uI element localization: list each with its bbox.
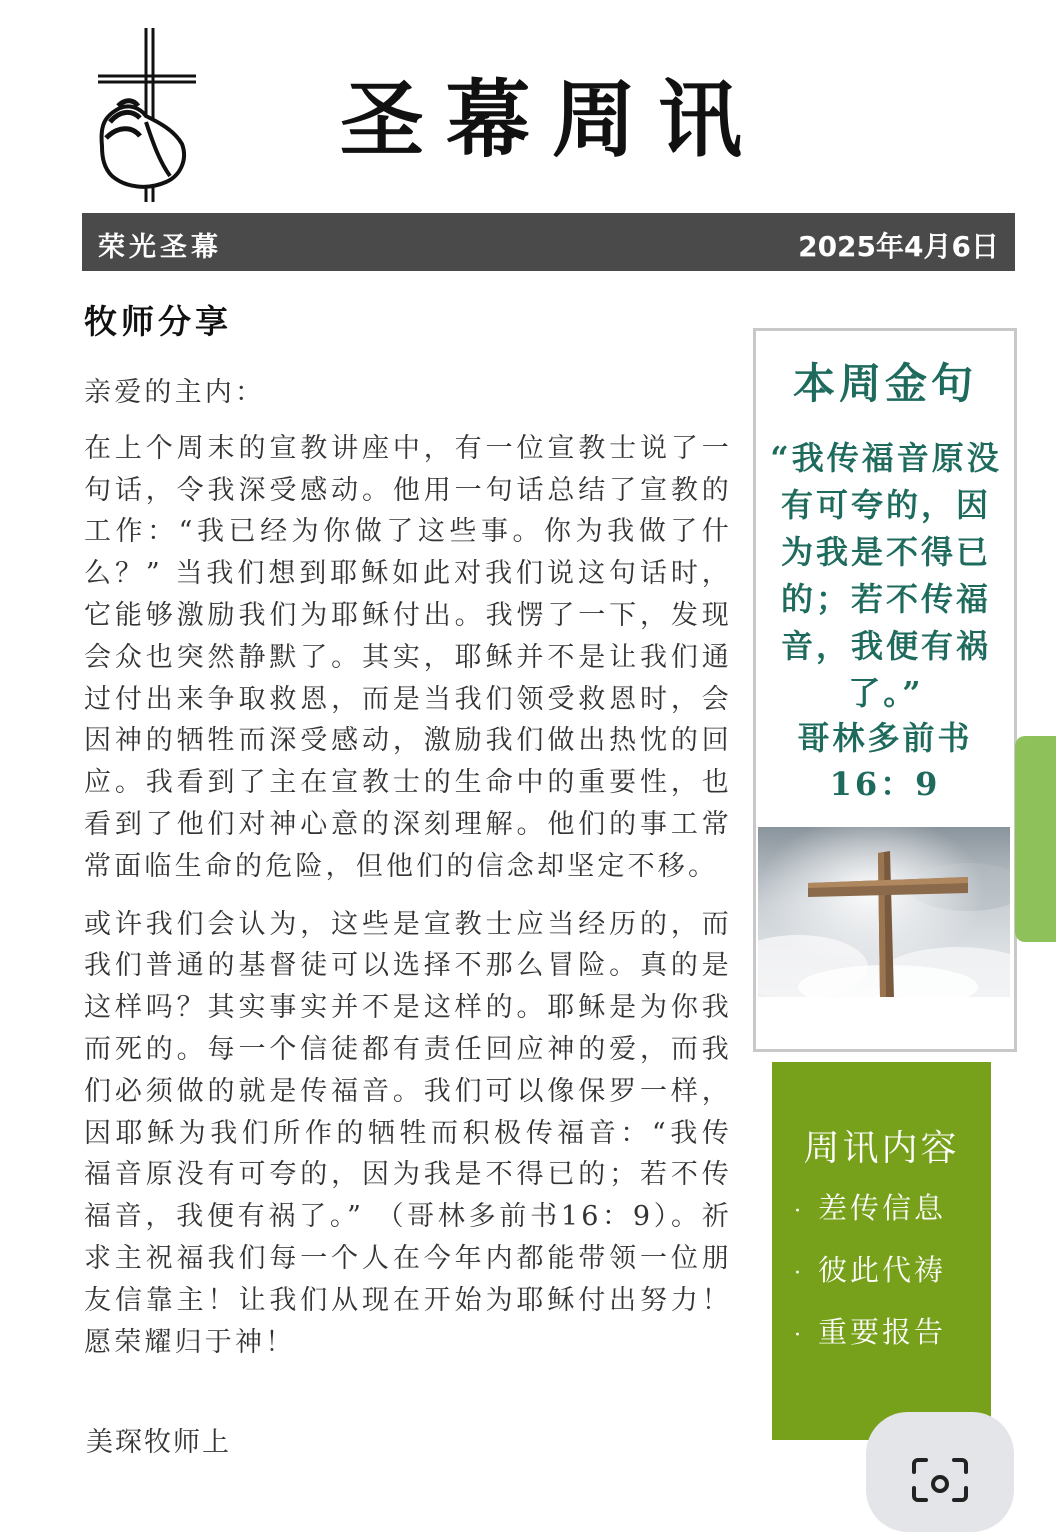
contents-item-label: 差传信息: [818, 1191, 947, 1225]
verse-reference-number: 16：9: [829, 765, 941, 803]
article-signature: 美琛牧师上: [86, 1427, 231, 1458]
church-logo: [96, 26, 196, 206]
church-name: 荣光圣幕: [98, 232, 222, 263]
verse-reference: [756, 715, 1014, 807]
newsletter-title: 圣幕周讯: [340, 70, 765, 169]
contents-item-label: 重要报告: [818, 1315, 947, 1349]
wooden-cross-sky-image: [758, 827, 1010, 997]
article-paragraph-2: 或许我们会认为，这些是宣教士应当经历的，而我们普通的基督徒可以选择不那么冒险。真的是这样吗？其实事实并不是这样的。耶稣是为你我而死的。每一个信徒都有责任回应神的爱，而我们必须做的就是传福音。我们可以像保罗一样，因耶稣为我们所作的牺牲而积极传福音：“我传福音原没有可夸的，因为我是不得已的；若不传福音，我便有祸了。” （哥林多前书16：9）。祈求主祝福我们每一个人在今年内都能带领一位朋友信靠主！让我们从现在开始为耶稣付出努力！愿荣耀归于神！: [84, 908, 732, 1358]
newsletter-contents-box: [772, 1062, 991, 1440]
verse-text: “我传福音原没有可夸的，因为我是不得已的；若不传福音，我便有祸了。”: [770, 439, 1002, 712]
contents-item[interactable]: [794, 1312, 946, 1374]
pastor-article: [84, 372, 732, 1379]
verse-title: 本周金句: [792, 359, 977, 408]
side-panel-handle[interactable]: [1015, 736, 1056, 942]
scan-icon: [912, 1458, 968, 1502]
scan-button[interactable]: [866, 1412, 1014, 1532]
verse-reference-book: 哥林多前书: [797, 719, 973, 757]
contents-item-label: 彼此代祷: [818, 1253, 947, 1287]
issue-date: 2025年4月6日: [798, 230, 999, 263]
article-paragraph-1: 在上个周末的宣教讲座中，有一位宣教士说了一句话，令我深受感动。他用一句话总结了宣教的工作：“我已经为你做了这些事。你为我做了什么？” 当我们想到耶稣如此对我们说这句话时，它能够激励我们为耶稣付出。我愣了一下，发现会众也突然静默了。其实，耶稣并不是让我们通过付出来争取救恩，而是当我们领受救恩时，会因神的牺牲而深受感动，激励我们做出热忱的回应。我看到了主在宣教士的生命中的重要性，也看到了他们对神心意的深刻理解。他们的事工常常面临生命的危险，但他们的信念却坚定不移。: [84, 432, 732, 882]
cross-hand-logo-icon: [96, 26, 196, 206]
section-heading: 牧师分享: [84, 302, 232, 341]
contents-item[interactable]: [794, 1188, 946, 1250]
weekly-verse-box: [753, 328, 1017, 1052]
article-salutation: 亲爱的主内：: [84, 377, 266, 408]
header-banner: [82, 213, 1015, 271]
contents-list: [794, 1188, 946, 1374]
contents-item[interactable]: [794, 1250, 946, 1312]
contents-title: 周讯内容: [803, 1128, 960, 1169]
bullet-icon: ·: [794, 1199, 804, 1224]
bullet-icon: ·: [794, 1261, 804, 1286]
bullet-icon: ·: [794, 1323, 804, 1348]
